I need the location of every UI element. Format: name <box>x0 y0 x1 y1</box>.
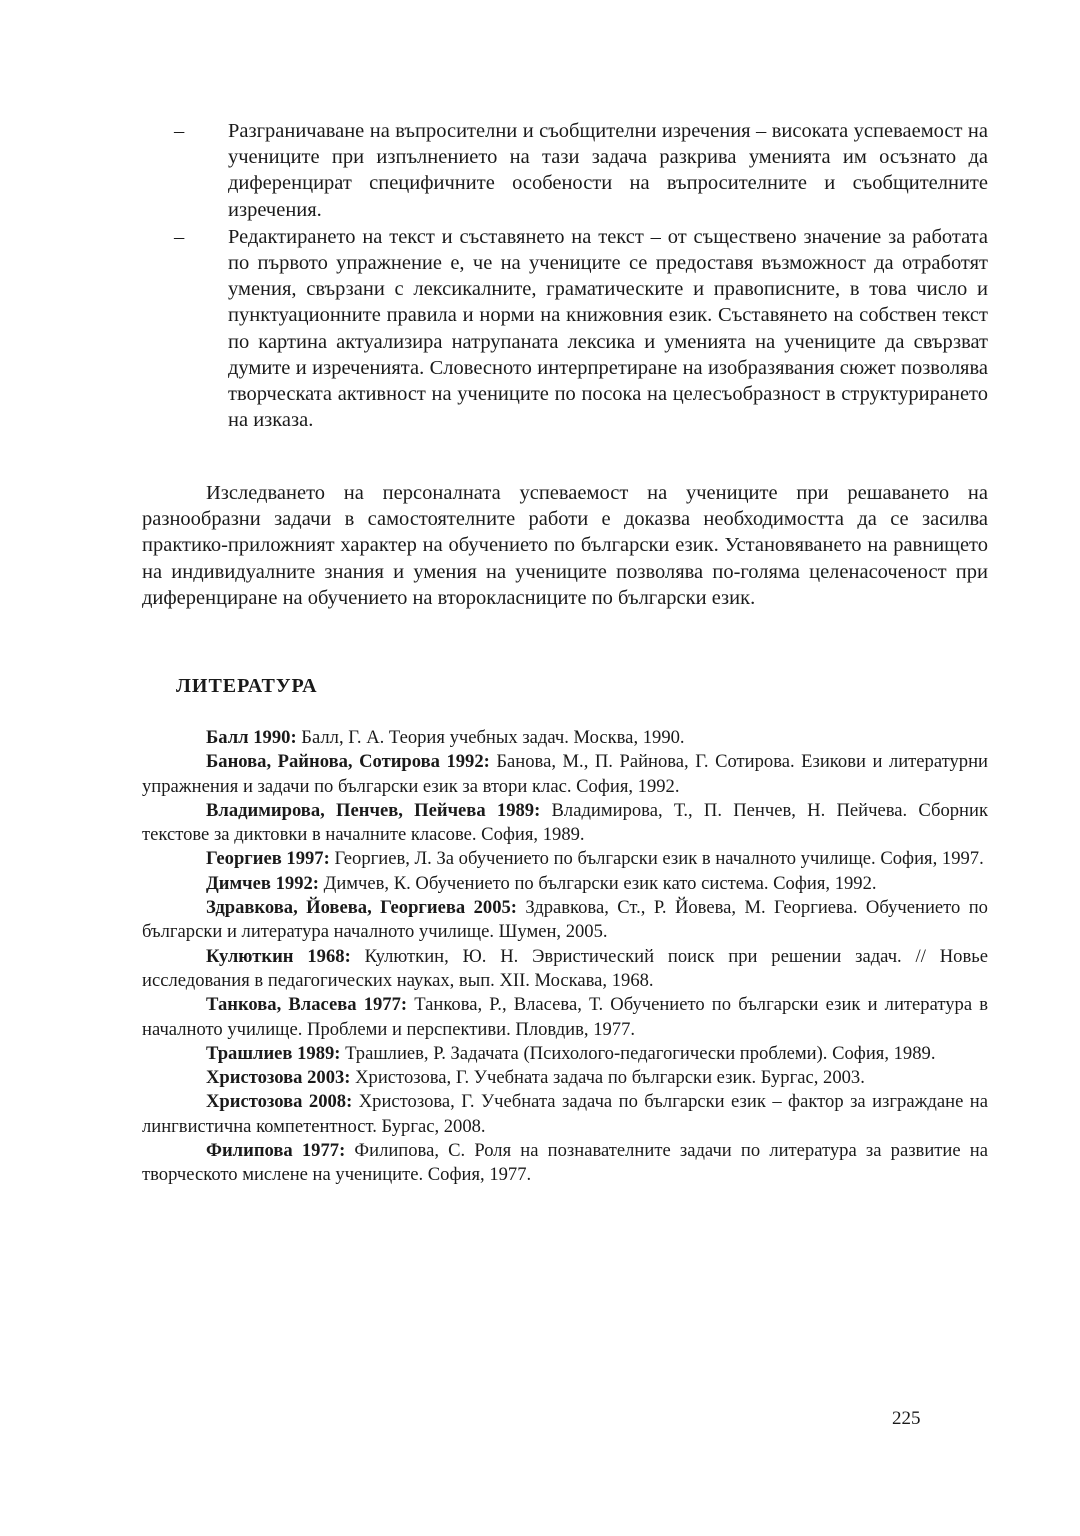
reference-key: Банова, Райнова, Сотирова 1992: <box>206 751 490 773</box>
reference-entry <box>142 872 988 896</box>
reference-key: Димчев 1992: <box>206 872 319 894</box>
reference-entry <box>142 1139 988 1188</box>
reference-entry <box>142 726 988 750</box>
bullet-text: Редактирането на текст и съставянето на текст – от съществено значение за работата по първото упражнение е, че на учениците се предоставя възможност да отработят умения, свързани с лексикалните, граматическите и правописните, в това число и пунктуационните правила и норми на книжовния език. Съставянето на собствен текст по картина актуализира натрупаната лексика и уменията на учениците да свързват думите и изреченията. Словесното интерпретиране на изобразявания сюжет позволява творческата активност на учениците по посока на целесъобразност в структурирането на изказа. <box>228 225 988 432</box>
reference-text: Димчев, К. Обучението по български език като система. София, 1992. <box>318 872 877 894</box>
reference-list <box>142 726 988 1188</box>
reference-text: Трашлиев, Р. Задачата (Психолого-педагогически проблеми). София, 1989. <box>340 1042 936 1064</box>
reference-text: Христозова, Г. Учебната задача по български език. Бургас, 2003. <box>350 1067 865 1089</box>
reference-entry <box>142 750 988 799</box>
reference-key: Христозова 2003: <box>206 1067 351 1089</box>
reference-text: Кулюткин, Ю. Н. Эвристический поиск при решении задач. // Новье исследования в педагогических науках, вып. XII. Москава, 1968. <box>142 945 988 991</box>
bullet-item <box>142 118 988 223</box>
reference-key: Георгиев 1997: <box>206 848 330 870</box>
reference-entry <box>142 993 988 1042</box>
reference-key: Владимирова, Пенчев, Пейчева 1989: <box>206 799 541 821</box>
conclusion-paragraph: Изследването на персоналната успеваемост на учениците при решаването на разнообразни задачи в самостоятелните работи е доказва необходимостта да се засилва практико-приложният характер на обучението по български език. Установяването на равнището на индивидуалните знания и умения на учениците позволява по-голяма целенасоченост при диференциране на обучението на второкласниците по български език. <box>142 482 988 609</box>
reference-text: Георгиев, Л. За обучението по български език в началното училище. София, 1997. <box>329 848 984 870</box>
bullet-dash: – <box>174 120 185 142</box>
page-number: 225 <box>892 1408 921 1429</box>
bullet-text: Разграничаване на въпросителни и съобщителни изречения – високата успеваемост на учениците при изпълнението на тази задача разкрива уменията им осъзнато да диференцират специфичните особености на въпросителните и съобщителните изречения. <box>228 120 988 221</box>
reference-entry <box>142 1090 988 1139</box>
reference-text: Христозова, Г. Учебната задача по български език – фактор за изграждане на лингвистична компетентност. Бургас, 2008. <box>142 1091 988 1137</box>
reference-text: Филипова, С. Роля на познавателните задачи по литература за развитие на творческото мислене на учениците. София, 1977. <box>142 1140 988 1186</box>
reference-text: Банова, М., П. Райнова, Г. Сотирова. Езикови и литературни упражнения и задачи по български език за втори клас. София, 1992. <box>142 751 988 797</box>
reference-key: Танкова, Власева 1977: <box>206 994 408 1016</box>
reference-key: Христозова 2008: <box>206 1091 353 1113</box>
bullet-dash: – <box>174 225 185 248</box>
reference-key: Филипова 1977: <box>206 1140 346 1162</box>
reference-entry <box>142 847 988 871</box>
reference-text: Балл, Г. А. Теория учебных задач. Москва, 1990. <box>296 727 685 748</box>
reference-key: Балл 1990: <box>206 727 297 748</box>
references-heading: ЛИТЕРАТУРА <box>176 675 318 697</box>
reference-key: Трашлиев 1989: <box>206 1042 341 1064</box>
reference-text: Здравкова, Ст., Р. Йовева, М. Георгиева. Обучението по български и литература началното училище. Шумен, 2005. <box>142 897 988 943</box>
bullet-list <box>142 118 988 434</box>
reference-key: Здравкова, Йовева, Георгиева 2005: <box>206 897 517 919</box>
reference-entry <box>142 896 988 945</box>
reference-entry <box>142 799 988 848</box>
reference-text: Владимирова, Т., П. Пенчев, Н. Пейчева. Сборник текстове за диктовки в началните класове. София, 1989. <box>142 799 988 846</box>
reference-entry <box>142 1042 988 1066</box>
reference-text: Танкова, Р., Власева, Т. Обучението по български език и литература в началното училище. Проблеми и перспективи. Пловдив, 1977. <box>142 994 988 1040</box>
reference-entry <box>142 945 988 994</box>
bullet-item <box>142 224 988 434</box>
reference-key: Кулюткин 1968: <box>206 945 351 967</box>
reference-entry <box>142 1066 988 1090</box>
